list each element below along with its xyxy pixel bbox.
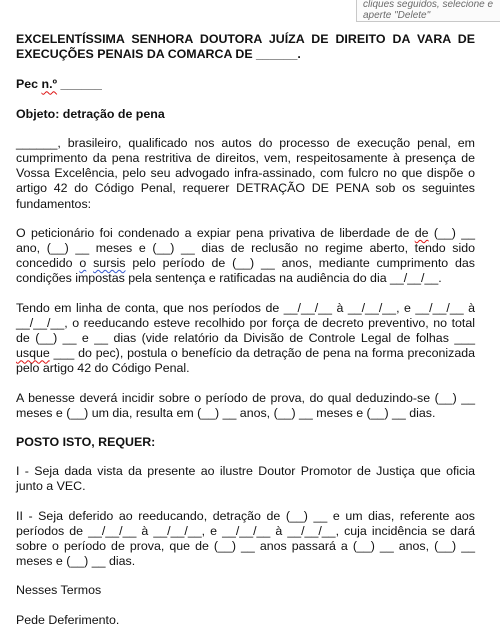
para2-grammar-o: o [79, 256, 87, 271]
posto-isto-heading[interactable]: POSTO ISTO, REQUER: [16, 435, 156, 450]
para2-text-d: pelo período de (__) __ anos, mediante cumprimento das condições impostas pela sentença e ratificadas na audiência do dia __/__/__. [16, 256, 475, 286]
pec-blank: ______ [60, 77, 102, 92]
petition-header[interactable]: EXCELENTÍSSIMA SENHORA DOUTORA JUÍZA DE DIREITO DA VARA DE EXECUÇÕES PENAIS DA COMARCA DE ______. [16, 32, 475, 62]
para2-spell-de: de [414, 225, 429, 240]
para3-text-a: Tendo em linha de conta, que nos períodos de __/__/__ à __/__/__, e __/__/__ à __/__/__, o reeducando esteve recolhido por força de decreto preventivo, no total de (__) __ e __ dias (vide relatório da Divisão de Controle Legal de folhas ___ [16, 300, 475, 346]
paragraph-condemnation[interactable] [16, 226, 475, 287]
para2-text-b: (__) __ ano, (__) __ meses e (__) __ dias de reclusão no regime aberto, tendo sido concedido [16, 225, 476, 271]
delete-hint-tooltip [356, 0, 500, 22]
para2-text-a: O peticionário foi condenado a expiar pena privativa de liberdade de [16, 225, 415, 240]
tooltip-line-2: aperte "Delete" [363, 10, 431, 21]
para2-grammar-sursis: sursis [93, 256, 126, 271]
paragraph-benesse[interactable]: A benesse deverá incidir sobre o período de prova, do qual deduzindo-se (__) __ meses e (__) um dia, resulta em (__) __ anos, (__) __ meses e (__) __ dias. [16, 390, 475, 420]
closing-nesses-termos[interactable]: Nesses Termos [16, 583, 102, 598]
paragraph-qualification[interactable]: ______, brasileiro, qualificado nos autos do processo de execução penal, em cumprimento da pena restritiva de direitos, vem, respeitosamente à presença de Vossa Excelência, pelo seu advogado infra-assinado, com fulcro no que dispõe o artigo 42 do Código Penal, requerer DETRAÇÃO DE PENA sob os seguintes fundamentos: [16, 135, 475, 211]
objeto-line[interactable]: Objeto: detração de pena [16, 106, 165, 121]
tooltip-line-1: cliques seguidos, selecione e [363, 0, 494, 10]
para3-spell-usque: usque [16, 346, 50, 361]
paragraph-periods[interactable] [16, 301, 475, 377]
pec-line[interactable] [16, 77, 475, 92]
pec-label: Pec [16, 77, 39, 92]
document-body[interactable] [16, 32, 475, 642]
pec-number-label: n.º [41, 77, 58, 92]
para3-text-b: ___ do pec), postula o benefício da detração de pena na forma preconizada pelo artigo 42 do Código Penal. [16, 346, 475, 376]
closing-pede-deferimento[interactable]: Pede Deferimento. [16, 612, 120, 627]
request-item-1[interactable]: I - Seja dada vista da presente ao ilustre Doutor Promotor de Justiça que oficia junto a VEC. [16, 464, 475, 494]
request-item-2[interactable]: II - Seja deferido ao reeducando, detração de (__) __ e um dias, referente aos períodos de __/__/__ à __/__/__, e __/__/__ à __/__/__, cuja incidência se dará sobre o período de prova, que de (__) __ anos passará a (__) __ anos, (__) __ meses e (__) __ dias. [16, 508, 475, 569]
